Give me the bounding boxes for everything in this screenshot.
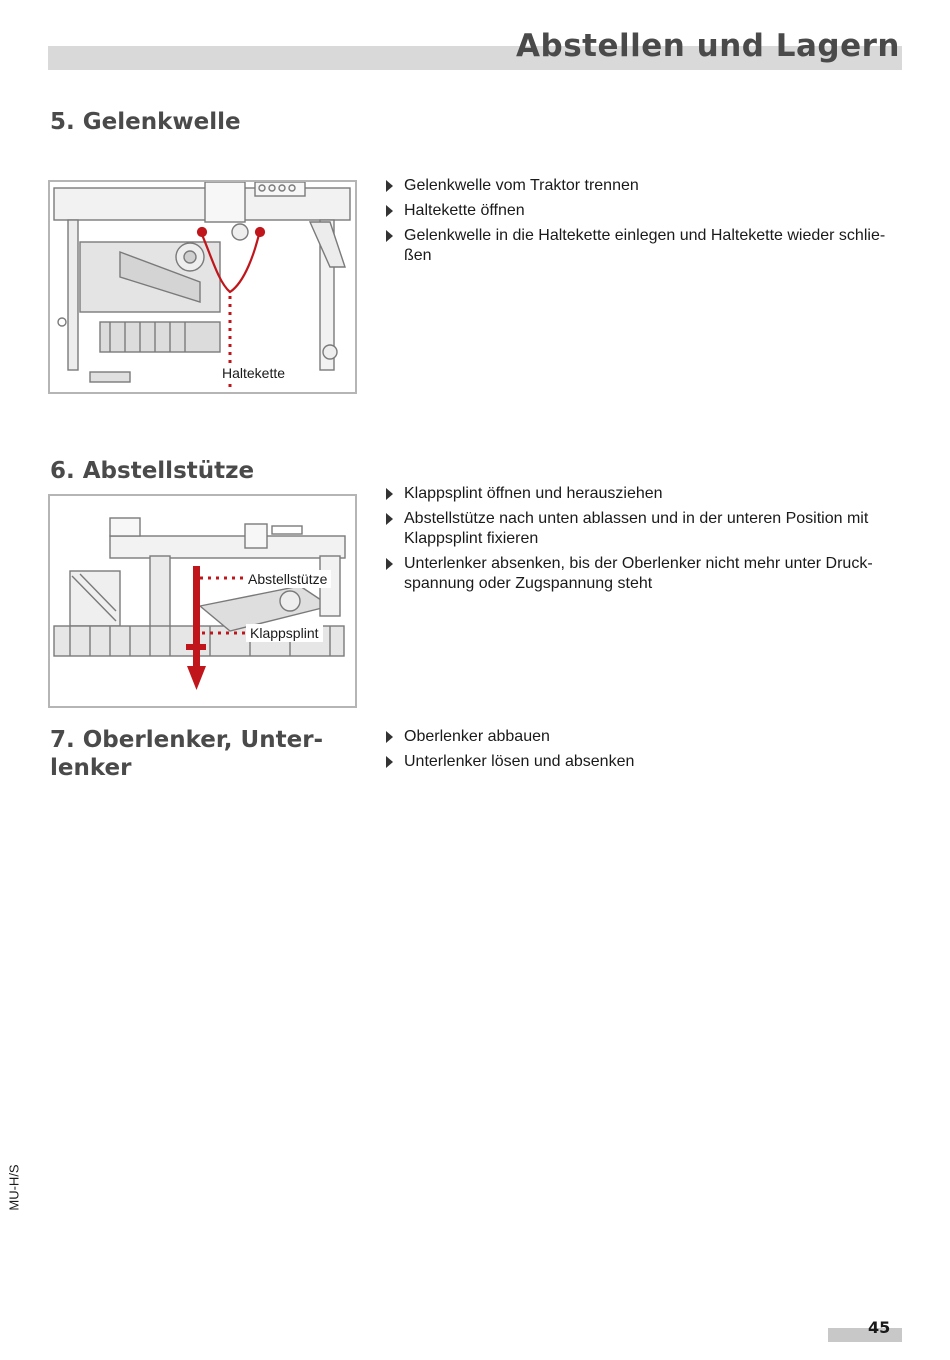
steps-gelenkwelle <box>384 176 904 271</box>
bullet-arrow-icon <box>386 558 393 570</box>
page-header-title: Abstellen und Lagern <box>516 28 900 64</box>
bullet-arrow-icon <box>386 488 393 500</box>
section-title-gelenkwelle: 5. Gelenkwelle <box>50 109 241 135</box>
step-item: Oberlenker abbauen <box>384 727 904 747</box>
bullet-arrow-icon <box>386 180 393 192</box>
section-title-line: 7. Oberlenker, Unter- <box>50 727 324 753</box>
figure-label-klappsplint: Klappsplint <box>246 624 323 642</box>
figure-gelenkwelle <box>48 180 357 394</box>
gelenkwelle-illustration <box>50 182 355 392</box>
step-item: Unterlenker lösen und absenken <box>384 752 904 772</box>
step-item: Gelenkwelle in die Haltekette einlegen und Haltekette wieder schlie-ßen <box>384 226 904 266</box>
bullet-arrow-icon <box>386 230 393 242</box>
figure-label-abstellstuetze: Abstellstütze <box>244 570 331 588</box>
bullet-arrow-icon <box>386 756 393 768</box>
page-number-bar <box>828 1328 902 1342</box>
step-item: Unterlenker absenken, bis der Oberlenker nicht mehr unter Druck-spannung oder Zugspannung steht <box>384 554 904 594</box>
section-title-line: lenker <box>50 755 132 781</box>
bullet-arrow-icon <box>386 513 393 525</box>
step-item: Haltekette öffnen <box>384 201 904 221</box>
step-item: Klappsplint öffnen und herausziehen <box>384 484 904 504</box>
section-title-abstellstuetze: 6. Abstellstütze <box>50 458 255 484</box>
figure-label-haltekette: Haltekette <box>218 364 289 382</box>
step-item: Gelenkwelle vom Traktor trennen <box>384 176 904 196</box>
abstellstuetze-illustration <box>50 496 355 706</box>
section-title-oberlenker <box>50 726 323 782</box>
bullet-arrow-icon <box>386 205 393 217</box>
bullet-arrow-icon <box>386 731 393 743</box>
side-document-code: MU-H/S <box>6 1164 22 1211</box>
page-number: 45 <box>868 1318 891 1337</box>
figure-abstellstuetze <box>48 494 357 708</box>
steps-abstellstuetze <box>384 484 904 599</box>
step-item: Abstellstütze nach unten ablassen und in der unteren Position mit Klappsplint fixieren <box>384 509 904 549</box>
steps-oberlenker <box>384 727 904 777</box>
